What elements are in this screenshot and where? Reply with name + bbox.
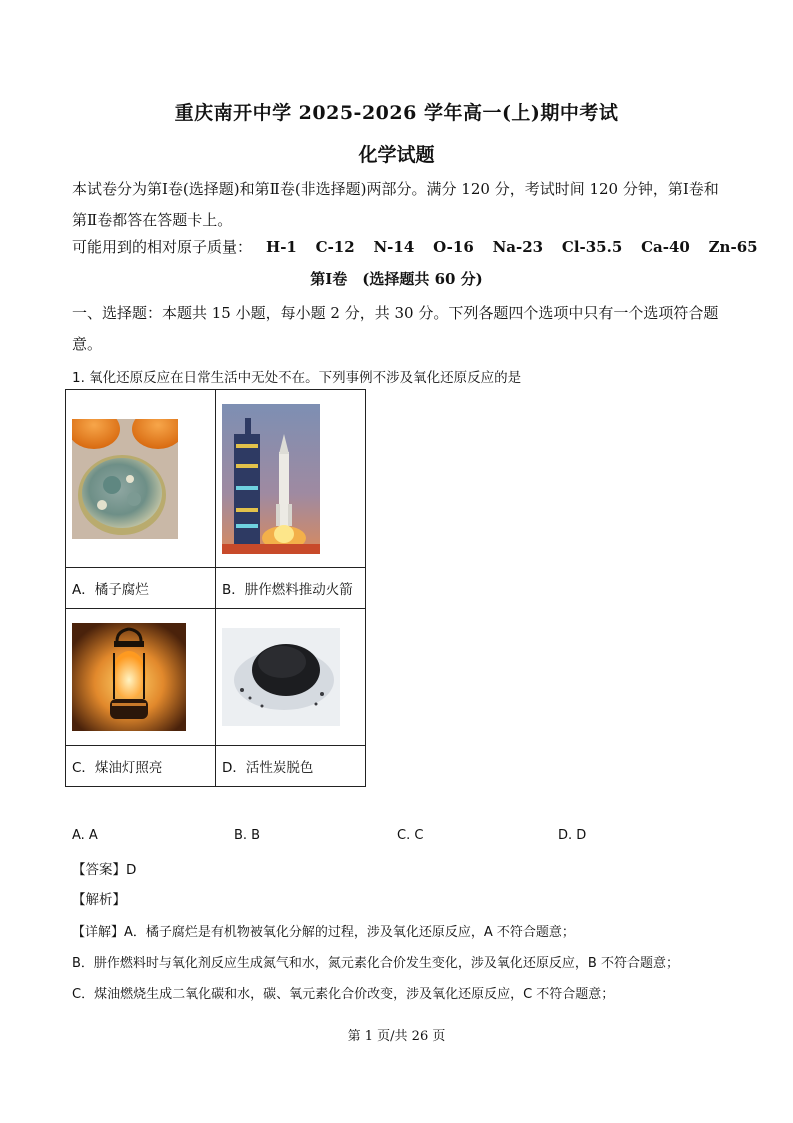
choice-b-caption: B．肼作燃料推动火箭: [216, 568, 366, 609]
atomic-mass-label: 可能用到的相对原子质量：: [72, 238, 253, 256]
explanation-line: 【详解】A．橘子腐烂是有机物被氧化分解的过程，涉及氧化还原反应，A 不符合题意；: [72, 925, 575, 940]
part-one-instructions: 一、选择题：本题共 15 小题，每小题 2 分，共 30 分。下列各题四个选项中只有一个选项符合题意。: [72, 304, 719, 353]
atomic-mass-item: Ca-40: [641, 238, 690, 256]
section-heading: 第Ⅰ卷 (选择题共 60 分): [310, 270, 483, 288]
atomic-mass-item: Na-23: [492, 238, 544, 256]
atomic-mass-item: H-1: [266, 238, 297, 256]
choice-c-image-cell: [66, 609, 216, 746]
explanation-line: C．煤油燃烧生成二氧化碳和水，碳、氧元素化合价改变，涉及氧化还原反应，C 不符合题意；: [72, 987, 615, 1002]
moldy-orange-image: [72, 419, 178, 539]
option-a: A. A: [72, 828, 98, 843]
choice-table: [65, 389, 366, 787]
kerosene-lamp-image: [72, 623, 186, 731]
choice-b-image-cell: [216, 390, 366, 568]
choice-a-caption: A．橘子腐烂: [66, 568, 216, 609]
option-c: C. C: [397, 828, 424, 843]
explanation-line: B．肼作燃料时与氧化剂反应生成氮气和水，氮元素化合价发生变化，涉及氧化还原反应，B 不符合题意；: [72, 956, 679, 971]
question-1-stem: 1. 氧化还原反应在日常生活中无处不在。下列事例不涉及氧化还原反应的是: [72, 370, 522, 386]
atomic-mass-item: Zn-65: [708, 238, 758, 256]
atomic-mass-item: O-16: [433, 238, 474, 256]
choice-d-image-cell: [216, 609, 366, 746]
atomic-mass-line: [72, 236, 758, 257]
exam-instructions: 本试卷分为第Ⅰ卷(选择题)和第Ⅱ卷(非选择题)两部分。满分 120 分，考试时间 120 分钟，第Ⅰ卷和第Ⅱ卷都答在答题卡上。: [72, 180, 719, 229]
choice-c-caption: C．煤油灯照亮: [66, 746, 216, 787]
atomic-mass-item: Cl-35.5: [561, 238, 623, 256]
option-b: B. B: [234, 828, 261, 843]
page-title: 重庆南开中学 2025-2026 学年高一(上)期中考试: [174, 102, 619, 124]
page-subtitle: 化学试题: [358, 144, 435, 166]
analysis-label: 【解析】: [72, 892, 126, 908]
atomic-mass-item: N-14: [373, 238, 415, 256]
choice-d-caption: D．活性炭脱色: [216, 746, 366, 787]
activated-carbon-image: [222, 628, 340, 726]
page-footer: 第 1 页/共 26 页: [347, 1029, 446, 1044]
answer-line: 【答案】D: [72, 862, 137, 878]
rocket-launch-image: [222, 404, 320, 554]
choice-a-image-cell: [66, 390, 216, 568]
atomic-mass-item: C-12: [315, 238, 355, 256]
option-d: D. D: [558, 828, 587, 843]
